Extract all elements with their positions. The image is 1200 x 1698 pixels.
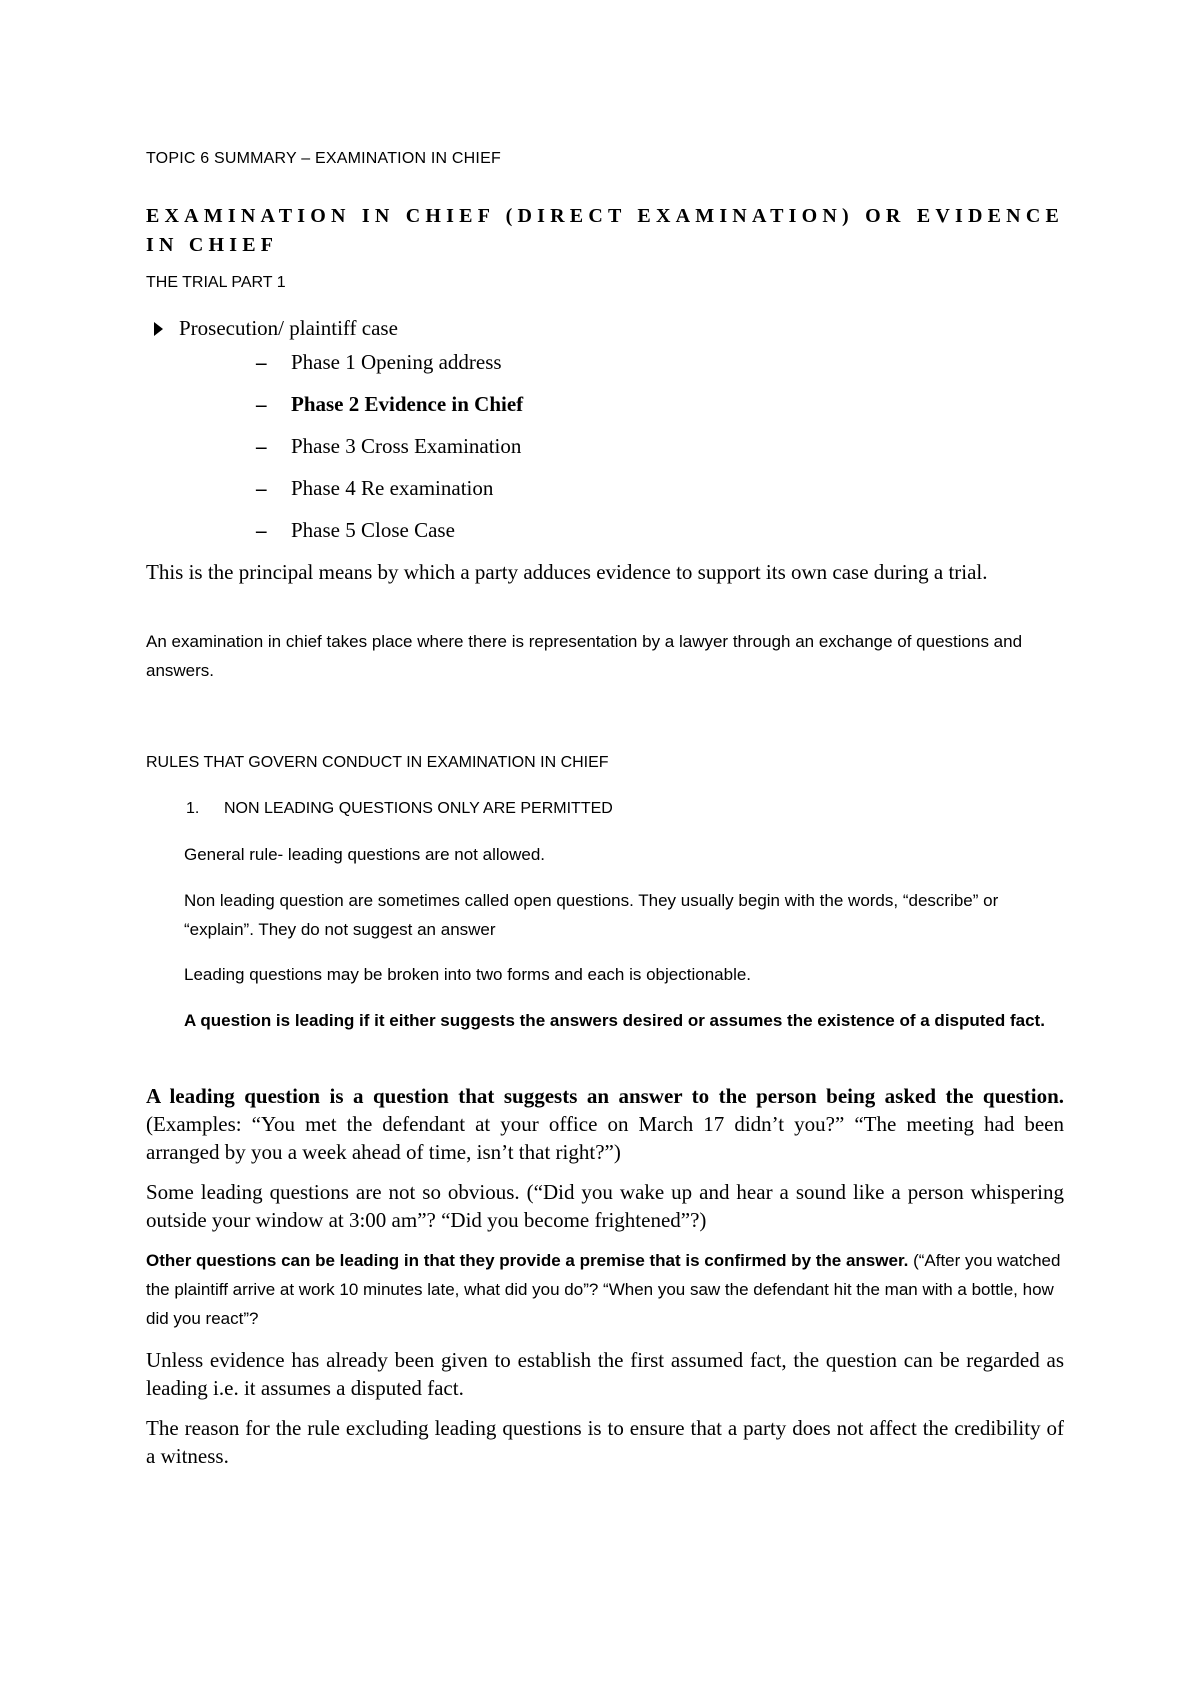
phase-label: Phase 2 Evidence in Chief bbox=[291, 392, 524, 416]
exam-definition-paragraph: An examination in chief takes place where there is representation by a lawyer through an exchange of questions and answers. bbox=[146, 632, 1023, 680]
phase-label: Phase 4 Re examination bbox=[291, 476, 494, 500]
dash-icon: – bbox=[256, 476, 267, 500]
premise-examples: (“After you watched the plaintiff arrive at work 10 minutes late, what did you do”? “When you saw the defendant hit the man with a bottle, how did you react”? bbox=[146, 1251, 1061, 1328]
trial-part-heading: THE TRIAL PART 1 bbox=[146, 274, 286, 291]
premise-paragraph bbox=[146, 1246, 1064, 1333]
phase-item-1 bbox=[256, 350, 502, 375]
dash-icon: – bbox=[256, 350, 267, 374]
unless-paragraph: Unless evidence has already been given to establish the first assumed fact, the question can be regarded as leading i.e. it assumes a disputed fact. bbox=[146, 1348, 1064, 1400]
rule-text: NON LEADING QUESTIONS ONLY ARE PERMITTED bbox=[224, 800, 613, 817]
leading-if-paragraph: A question is leading if it either suggests the answers desired or assumes the existence of a disputed fact. bbox=[184, 1011, 1045, 1030]
rules-heading: RULES THAT GOVERN CONDUCT IN EXAMINATION IN CHIEF bbox=[146, 754, 609, 771]
main-heading: EXAMINATION IN CHIEF (DIRECT EXAMINATION) OR EVIDENCE IN CHIEF bbox=[146, 205, 1064, 256]
phase-label: Phase 1 Opening address bbox=[291, 350, 502, 374]
non-leading-paragraph: Non leading question are sometimes called open questions. They usually begin with the words, “describe” or “explain”. They do not suggest an answer bbox=[184, 891, 999, 939]
principal-means-paragraph: This is the principal means by which a party adduces evidence to support its own case during a trial. bbox=[146, 560, 988, 584]
leading-definition-paragraph bbox=[146, 1082, 1064, 1166]
leading-definition-bold: A leading question is a question that suggests an answer to the person being asked the question. bbox=[146, 1084, 1064, 1108]
phase-item-3 bbox=[256, 434, 521, 459]
reason-paragraph: The reason for the rule excluding leading questions is to ensure that a party does not affect the credibility of a witness. bbox=[146, 1416, 1064, 1468]
phase-item-5 bbox=[256, 518, 455, 543]
bullet-label: Prosecution/ plaintiff case bbox=[179, 316, 398, 340]
rule-1-heading bbox=[186, 800, 613, 818]
triangle-bullet-icon bbox=[154, 322, 163, 336]
bullet-item bbox=[154, 316, 398, 341]
premise-bold: Other questions can be leading in that they provide a premise that is confirmed by the answer. bbox=[146, 1251, 909, 1270]
two-forms-paragraph: Leading questions may be broken into two forms and each is objectionable. bbox=[184, 965, 752, 984]
not-obvious-paragraph: Some leading questions are not so obvious. (“Did you wake up and hear a sound like a person whispering outside your window at 3:00 am”? “Did you become frightened”?) bbox=[146, 1180, 1064, 1232]
phase-label: Phase 5 Close Case bbox=[291, 518, 455, 542]
phase-label: Phase 3 Cross Examination bbox=[291, 434, 522, 458]
phase-item-4 bbox=[256, 476, 493, 501]
general-rule-paragraph: General rule- leading questions are not allowed. bbox=[184, 845, 546, 864]
dash-icon: – bbox=[256, 392, 267, 416]
phase-item-2 bbox=[256, 392, 523, 417]
dash-icon: – bbox=[256, 518, 267, 542]
rule-number: 1. bbox=[186, 800, 200, 817]
leading-definition-examples: (Examples: “You met the defendant at your office on March 17 didn’t you?” “The meeting had been arranged by you a week ahead of time, isn’t that right?”) bbox=[146, 1112, 1064, 1164]
dash-icon: – bbox=[256, 434, 267, 458]
topic-title: TOPIC 6 SUMMARY – EXAMINATION IN CHIEF bbox=[146, 150, 501, 167]
